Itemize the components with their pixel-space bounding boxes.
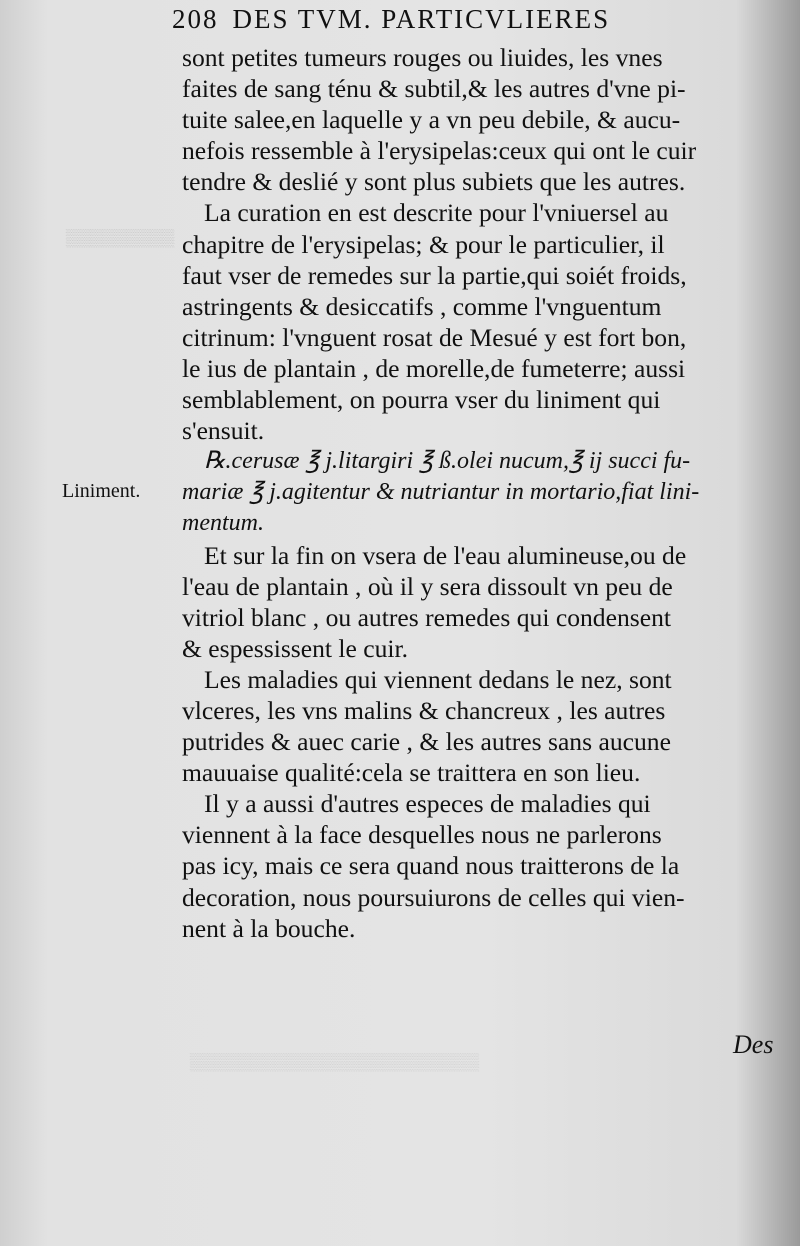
running-title: DES TVM. PARTICVLIERES [232,4,611,34]
text-line: tendre & deslié y sont plus subiets que les autres. [182,167,686,197]
text-line: pas icy, mais ce sera quand nous traitterons de la [182,851,680,881]
show-through-left-margin: ▒▒▒▒▒▒▒▒▒ [66,228,175,247]
text-line: nefois ressemble à l'erysipelas:ceux qui ont le cuir [182,136,697,166]
text-line: l'eau de plantain , où il y sera dissoult vn peu de [182,571,673,601]
body-text [182,42,782,944]
text-line: s'ensuit. [182,416,265,446]
text-line: tuite salee,en laquelle y a vn peu debile, & aucu- [182,105,681,135]
text-line: semblablement, on pourra vser du liniment qui [182,385,661,415]
text-line: La curation en est descrite pour l'vniuersel au [204,198,669,228]
text-line: le ius de plantain , de morelle,de fumeterre; aussi [182,353,686,383]
text-line: Les maladies qui viennent dedans le nez, sont [204,664,672,694]
show-through-bottom: ▒▒▒▒▒▒▒▒▒▒▒▒▒▒▒▒▒▒▒▒▒▒▒▒ [190,1052,480,1071]
text-line: mariæ ℥ j.agitentur & nutriantur in mortario,fiat lini- [182,479,700,506]
text-line: chapitre de l'erysipelas; & pour le particulier, il [182,229,665,259]
text-line: sont petites tumeurs rouges ou liuides, les vnes [182,43,663,72]
text-line: vlceres, les vns malins & chancreux , les autres [182,695,666,725]
text-line: Il y a aussi d'autres especes de maladies qui [204,789,651,819]
text-line: viennent à la face desquelles nous ne parlerons [182,820,662,850]
text-line: faites de sang ténu & subtil,& les autres d'vne pi- [182,74,686,104]
text-line: vitriol blanc , ou autres remedes qui condensent [182,602,671,632]
text-line: & espessissent le cuir. [182,633,409,663]
text-line: faut vser de remedes sur la partie,qui soiét froids, [182,260,687,290]
page-number: 208 [172,4,219,34]
text-line: decoration, nous poursuiurons de celles qui vien- [182,882,685,912]
text-line: astringents & desiccatifs , comme l'vnguentum [182,291,662,321]
catchword: Des [733,1030,774,1059]
text-line: Et sur la fin on vsera de l'eau alumineuse,ou de [204,540,687,570]
text-line: putrides & auec carie , & les autres sans aucune [182,727,671,757]
text-line: mentum. [182,510,264,537]
text-line: mauuaise qualité:cela se traittera en son lieu. [182,758,641,788]
text-line: citrinum: l'vnguent rosat de Mesué y est fort bon, [182,322,687,352]
margin-note: Liniment. [62,480,141,502]
text-line: ℞.cerusæ ℥ j.litargiri ℥ ß.olei nucum,℥ ij succi fu- [204,448,691,475]
running-header [172,4,772,44]
text-line: nent à la bouche. [182,913,356,943]
